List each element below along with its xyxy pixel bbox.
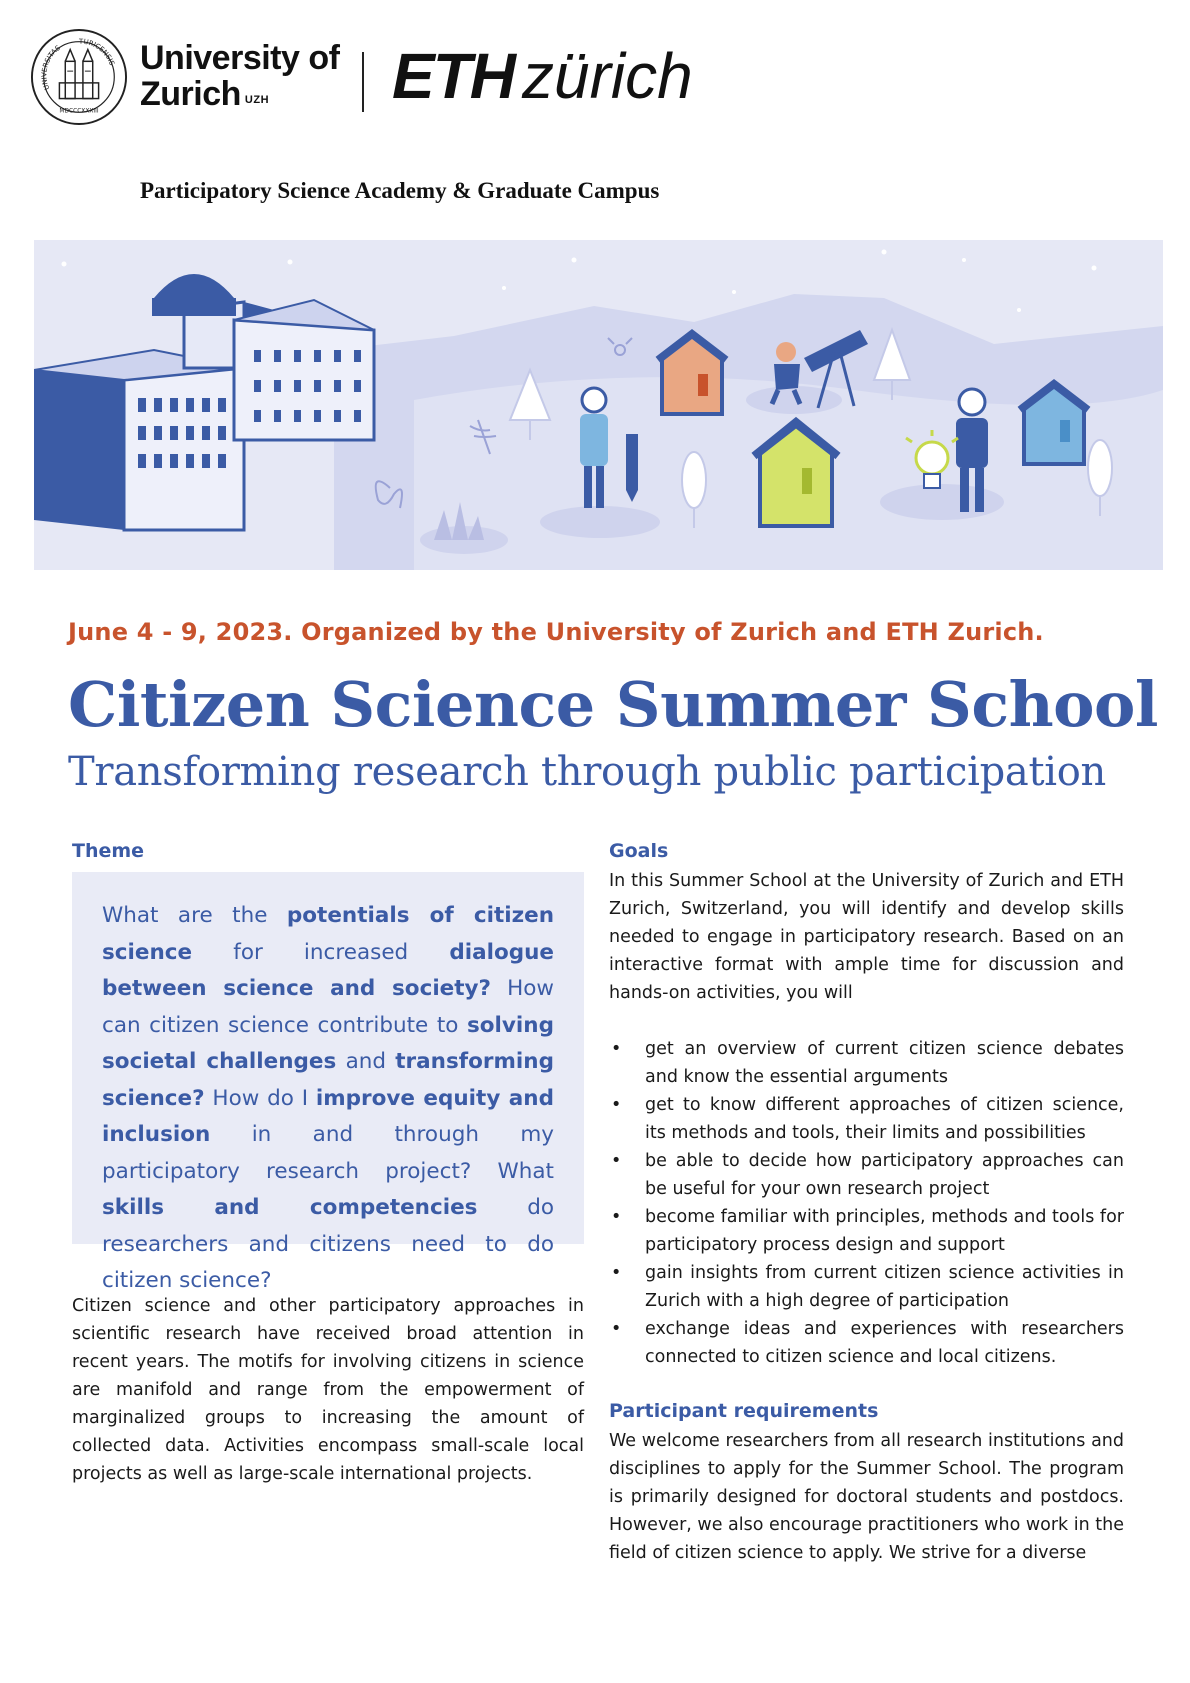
goal-item-text: get to know different approaches of citizen science, its methods and tools, their limits and possibilities [645, 1095, 1124, 1143]
bullet-icon: • [611, 1151, 622, 1171]
goal-item [609, 1203, 1124, 1259]
theme-text-run: do researchers and citizens need to do citizen science? [102, 1195, 554, 1293]
theme-emphasis: potentials of citizen science [102, 903, 554, 965]
uzh-line2: Zurich [140, 75, 241, 113]
eth-light-text: zürich [522, 40, 693, 112]
goal-item-text: gain insights from current citizen science activities in Zurich with a high degree of participation [645, 1263, 1124, 1311]
theme-emphasis: skills and competencies [102, 1195, 478, 1220]
goal-item-text: exchange ideas and experiences with researchers connected to citizen science and local citizens. [645, 1319, 1124, 1367]
bullet-icon: • [611, 1319, 622, 1339]
bullet-icon: • [611, 1207, 622, 1227]
uzh-line1: University of [140, 39, 340, 77]
theme-emphasis: improve equity and inclusion [102, 1085, 554, 1147]
university-building-icon [34, 274, 374, 530]
theme-text-run: How can citizen science contribute to [102, 976, 554, 1038]
seal-text-left: UNIVERSITAS [40, 43, 62, 92]
goals-heading: Goals [609, 840, 669, 862]
theme-box [72, 872, 584, 1293]
theme-text-run: How do I [204, 1085, 316, 1111]
banner-illustration [34, 240, 1163, 570]
theme-text-run: What are the [102, 903, 287, 928]
eth-bold-text: ETH [392, 40, 514, 112]
bullet-icon: • [611, 1263, 622, 1283]
goal-item [609, 1315, 1124, 1371]
goal-item-text: get an overview of current citizen science debates and know the essential arguments [645, 1039, 1124, 1087]
theme-text-run: for increased [192, 939, 450, 965]
goal-item-text: become familiar with principles, methods and tools for participatory process design and support [645, 1207, 1124, 1255]
uzh-wordmark [140, 40, 339, 112]
logo-divider [362, 52, 364, 112]
uzh-superscript: UZH [244, 94, 270, 106]
theme-questions [102, 898, 554, 1300]
goals-intro: In this Summer School at the University of Zurich and ETH Zurich, Switzerland, you will identify and develop skills needed to engage in participatory research. Based on an interactive format with ample time for discussion and hands-on activities, you will [609, 871, 1124, 1003]
academy-line: Participatory Science Academy & Graduate Campus [140, 178, 660, 203]
illustration-banner [34, 240, 1163, 570]
goals-list [609, 1035, 1124, 1371]
seal-text-right: TURICENSIS [78, 37, 116, 67]
theme-heading: Theme [72, 840, 145, 862]
requirements-text: We welcome researchers from all research institutions and disciplines to apply for the Summer School. The program is primarily designed for doctoral students and postdocs. However, we also encourage practitioners who work in the field of citizen science to apply. We strive for a diverse [609, 1431, 1124, 1563]
requirements-heading: Participant requirements [609, 1400, 879, 1422]
bullet-icon: • [611, 1095, 622, 1115]
event-date-line: June 4 - 9, 2023. Organized by the University of Zurich and ETH Zurich. [68, 618, 1044, 646]
page-subtitle: Transforming research through public participation [68, 749, 1106, 795]
seal-year: MDCCCXXXIII [59, 108, 99, 115]
goal-item [609, 1259, 1124, 1315]
goal-item [609, 1035, 1124, 1091]
bullet-icon: • [611, 1039, 622, 1059]
goal-item-text: be able to decide how participatory approaches can be useful for your own research project [645, 1151, 1124, 1199]
theme-text-run: and [336, 1049, 396, 1074]
page-title: Citizen Science Summer School [68, 668, 1158, 741]
goal-item [609, 1147, 1124, 1203]
uzh-seal-logo [30, 28, 128, 126]
theme-text-run: in and through my participatory research project? What [102, 1122, 554, 1184]
theme-emphasis: dialogue between science and society? [102, 939, 554, 1001]
goal-item [609, 1091, 1124, 1147]
theme-emphasis: transforming science? [102, 1049, 554, 1111]
eth-zurich-logo [392, 38, 693, 114]
theme-emphasis: solving societal challenges [102, 1012, 554, 1074]
intro-paragraph: Citizen science and other participatory approaches in scientific research have received broad attention in recent years. The motifs for involving citizens in science are manifold and range from the empowerment of marginalized groups to increasing the amount of collected data. Activities encompass small-scale local projects as well as large-scale international projects. [72, 1296, 584, 1484]
